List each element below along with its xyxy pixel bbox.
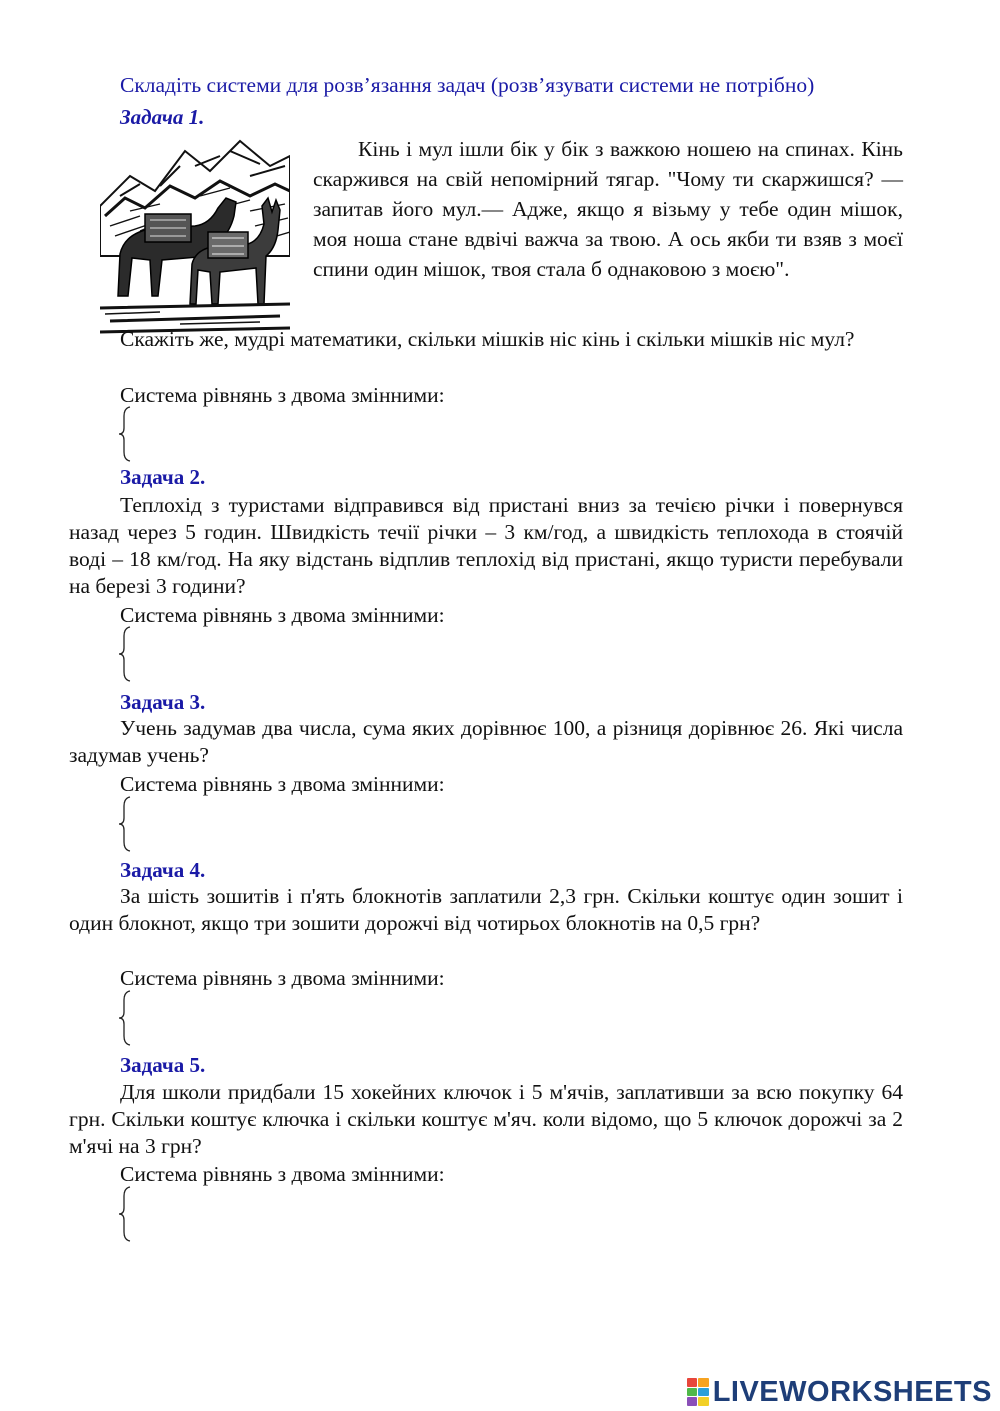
task-2-brace [118,626,132,682]
task-1-brace [118,406,132,462]
instruction-heading: Складіть системи для розв’язання задач (розв’язувати системи не потрібно) [120,73,815,97]
liveworksheets-logo[interactable] [687,1374,992,1410]
task-2-system-label: Система рівнянь з двома змінними: [120,603,445,627]
task-3-title: Задача 3. [120,690,206,714]
task-4-title: Задача 4. [120,858,206,882]
task-4-system-label: Система рівнянь з двома змінними: [120,966,445,990]
task-3-brace [118,796,132,852]
task-1-intro: Кінь і мул ішли бік у бік з важкою ношею на спинах. Кінь скаржився на свій непомірний тягар. "Чому ти скаржишся? — запитав його мул.— Адже, якщо я візьму у тебе один мішок, моя ноша стане вдвічі важча за твою. А ось якби ти взяв з моєї спини один мішок, твоя стала б однаковою з моєю". [313,137,903,281]
task-5-text: Для школи придбали 15 хокейних ключок і 5 м'ячів, заплативши за всю покупку 64 грн. Скільки коштує ключка і скільки коштує м'яч. коли відомо, що 5 ключок дорожчі за 2 м'ячі на 3 грн? [69,1080,903,1158]
task-1-question: Скажіть же, мудрі математики, скільки мішків ніс кінь і скільки мішків ніс мул? [120,327,855,351]
task-5-title: Задача 5. [120,1053,206,1077]
task-1-title: Задача 1. [120,105,205,129]
task-5-system-label: Система рівнянь з двома змінними: [120,1162,445,1186]
task-5-brace [118,1186,132,1242]
horse-and-mule-illustration [100,136,290,338]
task-4-brace [118,990,132,1046]
task-2-title: Задача 2. [120,465,206,489]
task-3-text: Учень задумав два числа, сума яких дорівнює 100, а різниця дорівнює 26. Які числа задумав учень? [69,716,903,767]
task-4-text: За шість зошитів і п'ять блокнотів заплатили 2,3 грн. Скільки коштує один зошит і один блокнот, якщо три зошити дорожчі від чотирьох блокнотів на 0,5 грн? [69,884,903,935]
task-3-system-label: Система рівнянь з двома змінними: [120,772,445,796]
task-2-text: Теплохід з туристами відправився від пристані вниз за течією річки і повернувся назад через 5 годин. Швидкість течії річки – 3 км/год, а швидкість теплохода в стоячій воді – 18 км/год. На яку відстань відплив теплохід від пристані, якщо туристи перебували на березі 3 години? [69,493,903,598]
logo-blocks-icon [687,1378,709,1406]
logo-text: LIVEWORKSHEETS [712,1376,992,1408]
task-1-system-label: Система рівнянь з двома змінними: [120,383,445,407]
